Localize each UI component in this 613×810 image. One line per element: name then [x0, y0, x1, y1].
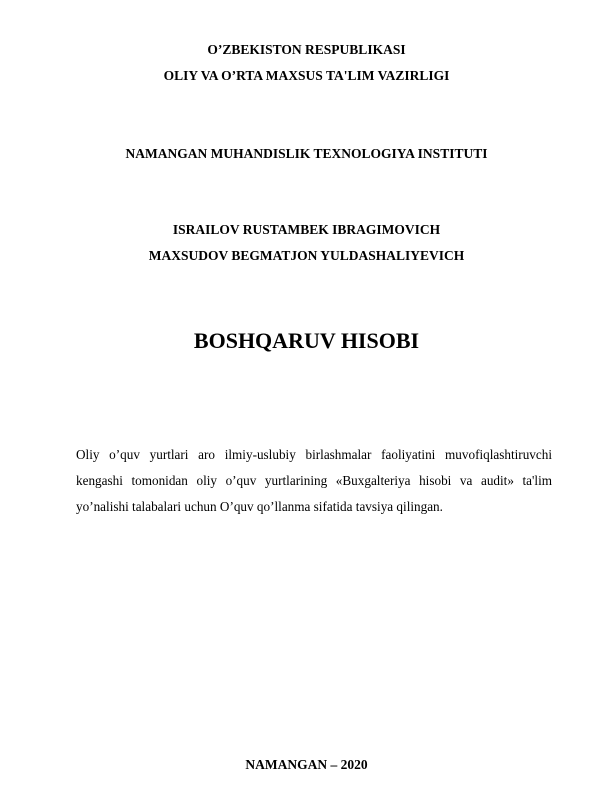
paragraph-line: yo’nalishi talabalari uchun O’quv qo’llanma sifatida tavsiya qilingan. [76, 499, 443, 514]
recommendation-paragraph [76, 442, 552, 520]
place-year-footer: NAMANGAN – 2020 [245, 757, 368, 772]
author-name: MAXSUDOV BEGMATJON YULDASHALIYEVICH [148, 248, 465, 263]
paragraph-line: Oliy o’quv yurtlari aro ilmiy-uslubiy birlashmalar faoliyatini muvofiqlashtiruvchi [76, 447, 552, 462]
paragraph-line: kengashi tomonidan oliy o’quv yurtlarining «Buxgalteriya hisobi va audit» ta'lim [76, 473, 552, 488]
country-heading: O’ZBEKISTON RESPUBLIKASI [207, 42, 406, 57]
document-title: BOSHQARUV HISOBI [193, 328, 420, 353]
institute-heading: NAMANGAN MUHANDISLIK TEXNOLOGIYA INSTITUTI [125, 146, 488, 161]
author-name: ISRAILOV RUSTAMBEK IBRAGIMOVICH [172, 222, 441, 237]
ministry-heading: OLIY VA O’RTA MAXSUS TA'LIM VAZIRLIGI [163, 68, 450, 83]
